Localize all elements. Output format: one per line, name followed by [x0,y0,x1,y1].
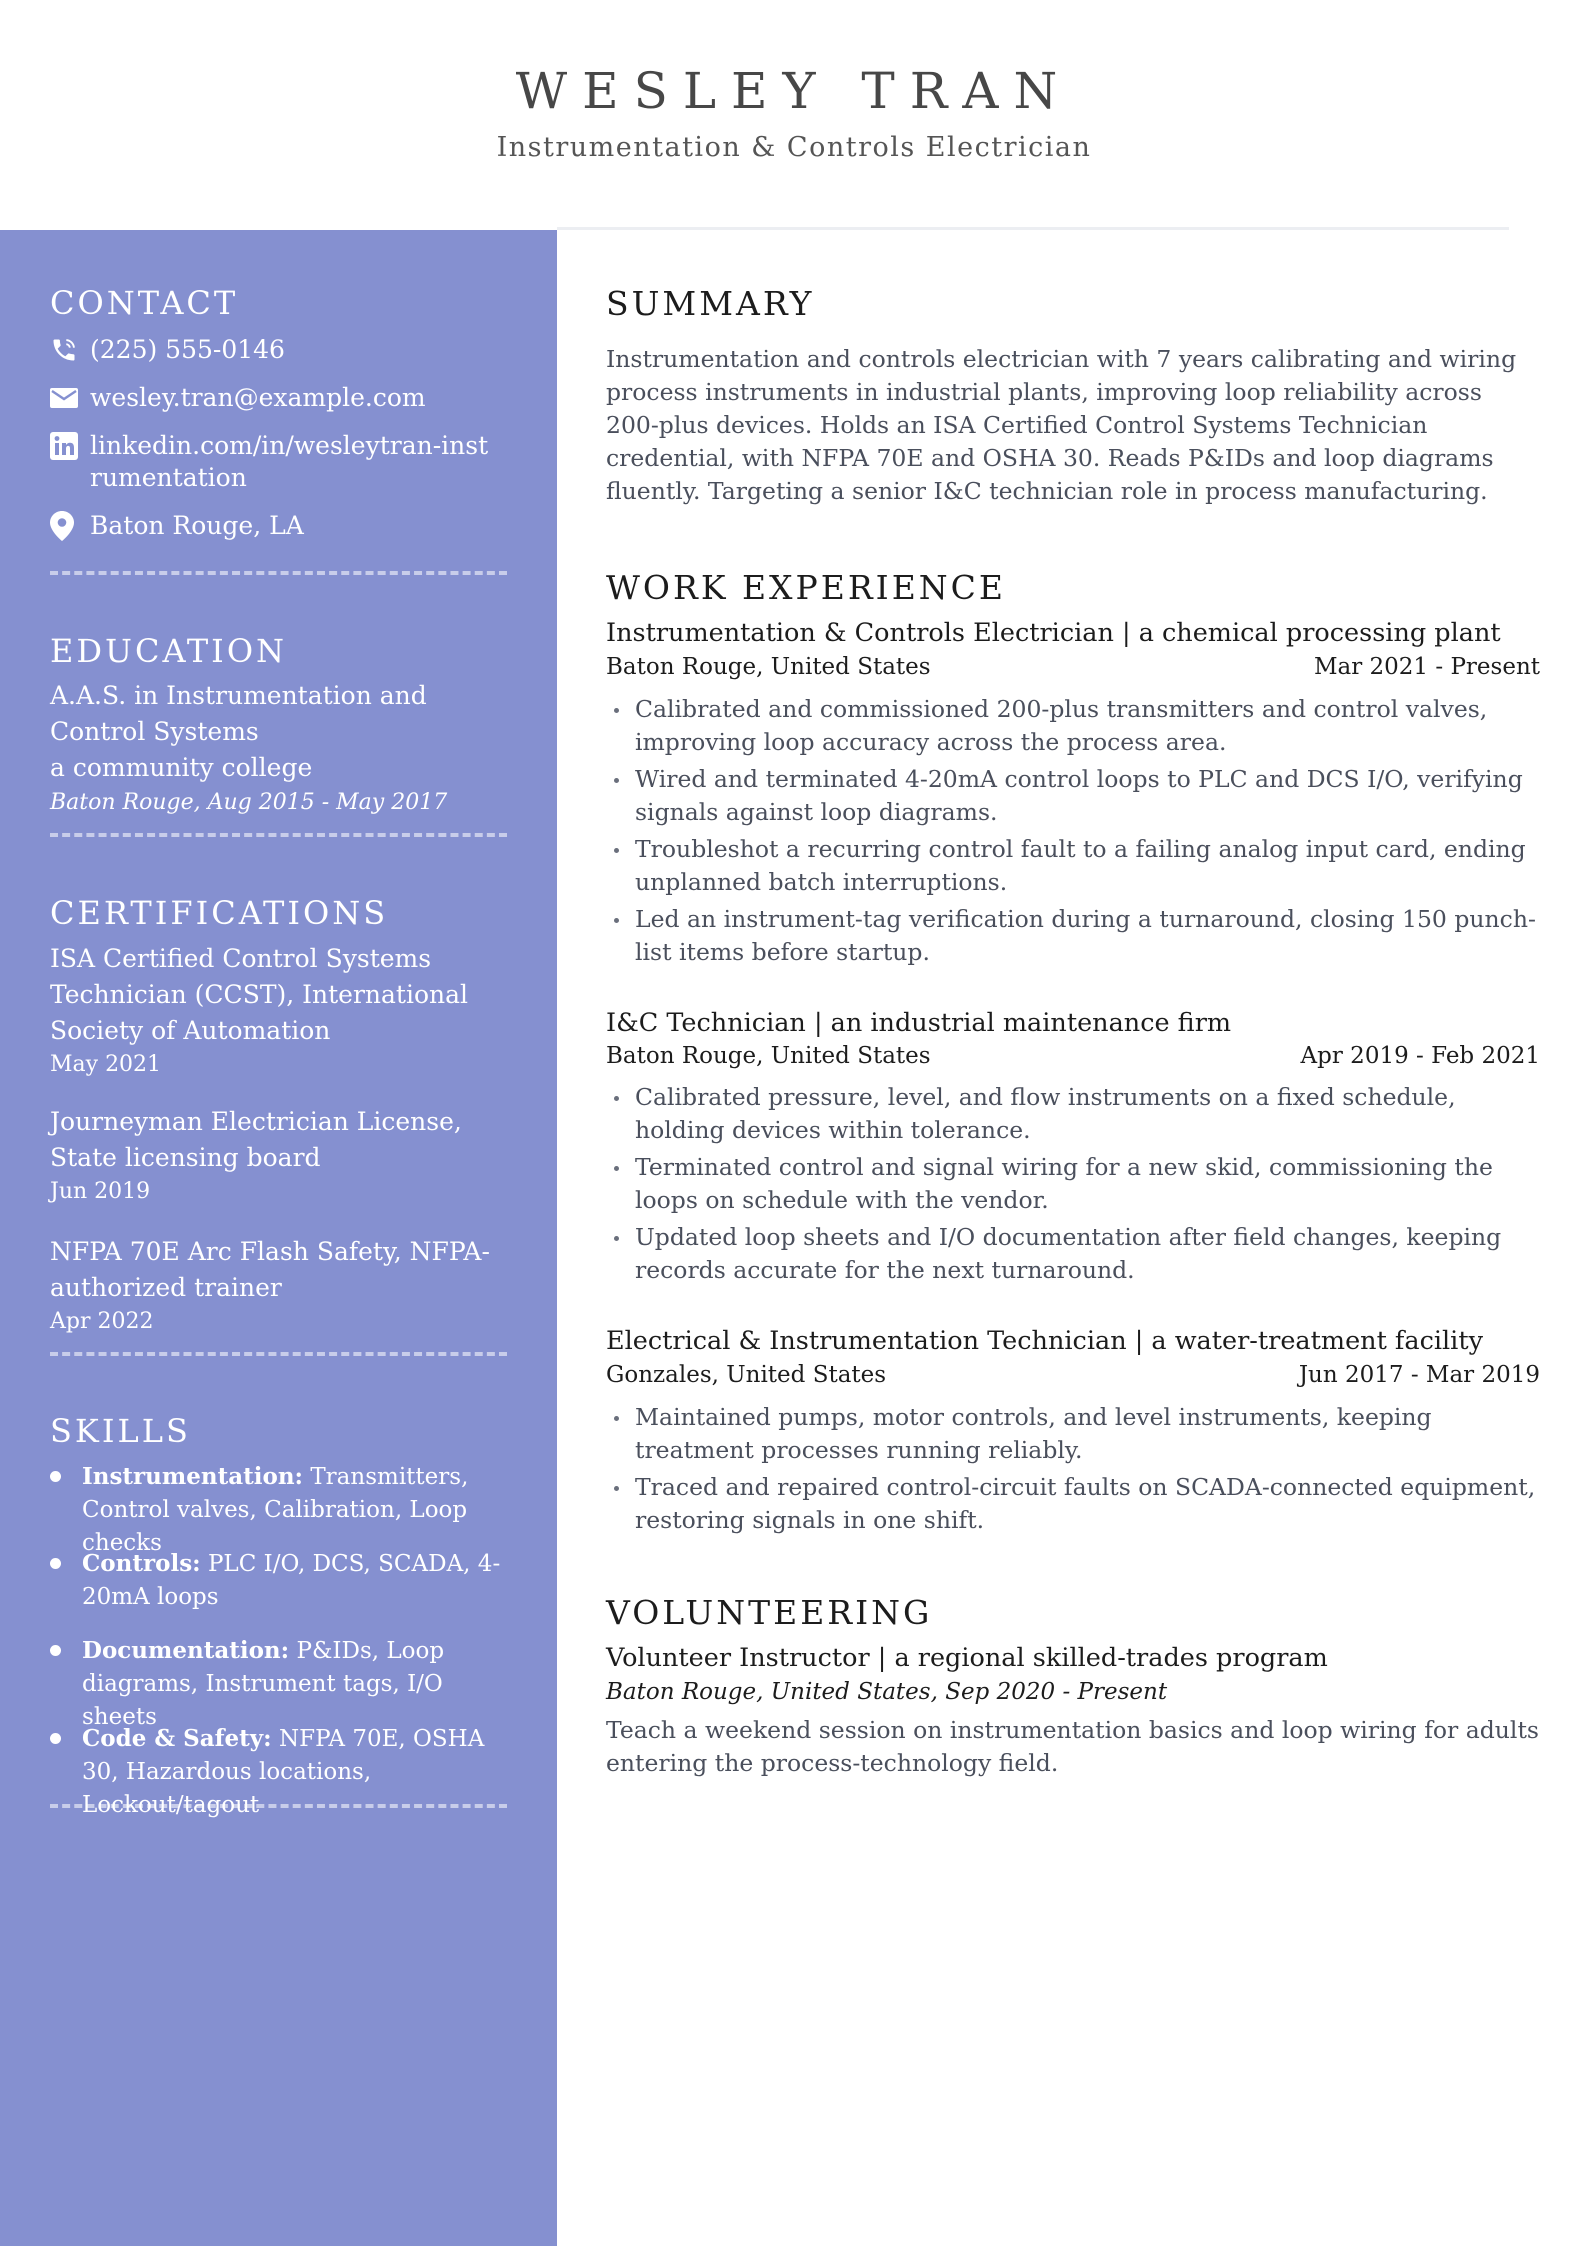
sidebar-divider [50,1804,507,1808]
certification-name: NFPA 70E Arc Flash Safety, NFPA-authorized trainer [50,1237,490,1302]
bullet-dot [50,1558,61,1569]
experience-heading: WORK EXPERIENCE [606,568,1007,607]
education-school: a community college [50,753,313,782]
bullet-dot [614,1096,619,1101]
job-dates: Mar 2021 - Present [1313,654,1540,680]
location-text: Baton Rouge, LA [90,511,304,540]
volunteer-title: Volunteer Instructor | a regional skilled-trades program [606,1643,1328,1673]
bullet-dot [614,848,619,853]
phone-text: (225) 555-0146 [90,335,285,364]
summary-text: Instrumentation and controls electrician with 7 years calibrating and wiring process instruments in industrial plants, improving loop reliability across 200-plus devices. Holds an ISA Certified Control Systems Technician credential, with NFPA 70E and OSHA 30. Reads P&IDs and loop diagrams fluently. Targeting a senior I&C technician role in process manufacturing. [606,345,1517,505]
job-title: Electrical & Instrumentation Technician | a water-treatment facility [606,1326,1483,1356]
header-divider [557,227,1509,230]
bullet-dot [614,1166,619,1171]
job-bullet: Wired and terminated 4-20mA control loops to PLC and DCS I/O, verifying signals against loop diagrams. [606,763,1540,829]
certification-date: Jun 2019 [50,1179,151,1204]
certification-name: ISA Certified Control Systems Technician (CCST), International Society of Automation [50,944,469,1045]
email-text[interactable]: wesley.tran@example.com [90,383,426,412]
job-bullet: Calibrated and commissioned 200-plus transmitters and control valves, improving loop accuracy across the process area. [606,693,1540,759]
sidebar-divider [50,1352,507,1356]
mail-icon [50,382,80,414]
phone-icon [50,334,80,366]
skill-item [50,1547,507,1614]
bullet-dot [614,1416,619,1421]
certification-name: Journeyman Electrician License, State licensing board [50,1107,462,1172]
contact-linkedin [50,430,500,494]
linkedin-icon [50,430,80,462]
job-bullet: Calibrated pressure, level, and flow instruments on a fixed schedule, holding devices within tolerance. [606,1081,1540,1147]
skill-label: Instrumentation: [82,1463,304,1490]
job-bullet: Terminated control and signal wiring for a new skid, commissioning the loops on schedule with the vendor. [606,1151,1540,1217]
job-bullet: Led an instrument-tag verification during a turnaround, closing 150 punch-list items before startup. [606,903,1540,969]
job-meta [606,1040,1540,1072]
skill-label: Documentation: [82,1637,290,1664]
sidebar-divider [50,833,507,837]
bullet-dot [614,778,619,783]
linkedin-text[interactable]: linkedin.com/in/wesleytran-instrumentation [90,431,489,492]
certifications-heading: CERTIFICATIONS [50,894,389,932]
job-location: Baton Rouge, United States [606,1043,931,1069]
job-dates: Apr 2019 - Feb 2021 [1300,1043,1540,1069]
skill-label: Controls: [82,1550,201,1577]
contact-heading: CONTACT [50,284,239,322]
job-title: Instrumentation & Controls Electrician | a chemical processing plant [606,618,1501,648]
candidate-title: Instrumentation & Controls Electrician [496,132,1092,163]
contact-location [50,510,500,542]
job-bullet: Troubleshot a recurring control fault to a failing analog input card, ending unplanned batch interruptions. [606,833,1540,899]
volunteer-meta: Baton Rouge, United States, Sep 2020 - Present [606,1679,1168,1705]
bullet-dot [614,1236,619,1241]
job-meta [606,1359,1540,1391]
skill-item [50,1634,507,1734]
resume-header [0,0,1588,230]
job-meta [606,651,1540,683]
volunteer-text: Teach a weekend session on instrumentation basics and loop wiring for adults entering the process-technology field. [606,1716,1539,1777]
job-bullet: Updated loop sheets and I/O documentation after field changes, keeping records accurate for the next turnaround. [606,1221,1540,1287]
contact-email [50,382,500,414]
candidate-name: WESLEY TRAN [515,62,1073,120]
job-dates: Jun 2017 - Mar 2019 [1298,1362,1540,1388]
education-details: Baton Rouge, Aug 2015 - May 2017 [50,790,448,815]
bullet-dot [614,1486,619,1491]
sidebar-divider [50,571,507,575]
contact-phone [50,334,500,366]
education-heading: EDUCATION [50,632,288,670]
certification-date: May 2021 [50,1052,162,1077]
skill-value: P&IDs, Loop diagrams, Instrument tags, I/O sheets [82,1638,445,1730]
job-title: I&C Technician | an industrial maintenance firm [606,1008,1232,1038]
bullet-dot [50,1733,61,1744]
skill-value: PLC I/O, DCS, SCADA, 4-20mA loops [82,1551,501,1610]
job-location: Baton Rouge, United States [606,654,931,680]
skill-item [50,1460,507,1560]
summary-heading: SUMMARY [606,284,815,323]
location-pin-icon [50,510,80,542]
certification-date: Apr 2022 [50,1309,154,1334]
skill-label: Code & Safety: [82,1725,272,1752]
bullet-dot [50,1645,61,1656]
sidebar [0,230,557,2246]
job-bullet: Traced and repaired control-circuit faults on SCADA-connected equipment, restoring signals in one shift. [606,1471,1540,1537]
job-location: Gonzales, United States [606,1362,887,1388]
bullet-dot [614,708,619,713]
volunteering-heading: VOLUNTEERING [606,1593,933,1632]
education-degree: A.A.S. in Instrumentation and Control Systems [50,681,427,746]
skill-value: Transmitters, Control valves, Calibration, Loop checks [82,1464,469,1556]
skills-heading: SKILLS [50,1412,191,1450]
skill-value: NFPA 70E, OSHA 30, Hazardous locations, Lockout/tagout [82,1726,485,1818]
bullet-dot [50,1471,61,1482]
bullet-dot [614,918,619,923]
job-bullet: Maintained pumps, motor controls, and level instruments, keeping treatment processes running reliably. [606,1401,1540,1467]
